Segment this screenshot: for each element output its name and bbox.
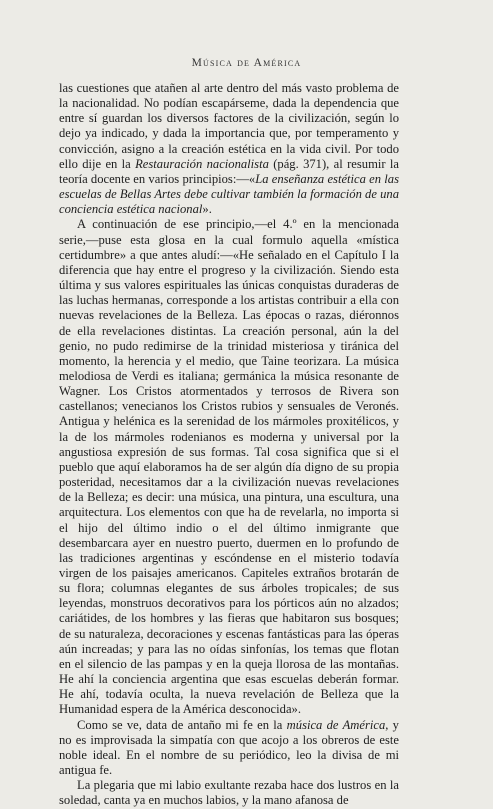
text-run: A continuación de ese principio,—el 4.º en la mencionada serie,—puse esta glosa en la cual formulo aquella «mística certidumbre» a que antes aludí:—«He señalado en el Capítulo I la diferencia que hay entre el progreso y la civilización. Siendo esta última y sus valores espirituales las únicas conquistas duraderas de las luchas hermanas, corresponde a los artistas contribuir a ella con nuevas revelaciones de la Belleza. Las épocas o razas, diéronnos de ella revelaciones distintas. La creación personal, aún la del genio, no pudo redimirse de la trinidad misteriosa y tiránica del momento, la herencia y el medio, que Taine teorizara. La música melodiosa de Verdi es italiana; germánica la música resonante de Wagner. Los Cristos atormentados y terrosos de Rivera son castellanos; venecianos los Cristos rubios y sensuales de Veronés. Antigua y helénica es la serenidad de los mármoles proxitélicos, y la de los mármoles rodenianos es moderna y universal por la angustiosa expresión de sus formas. Tal cosa significa que si el pueblo que aquí elaboramos ha de ser algún día digno de su propia posteridad, necesitamos dar a la civilización nuevas revelaciones de la Belleza; es decir: una música, una pintura, una escultura, una arquitectura. Los elementos con que ha de revelarla, no importa si el hijo del último indio o el del último inmigrante que desembarcara ayer en nuestro puerto, duermen en lo profundo de las tradiciones argentinas y escóndense en el misterio todavía virgen de los paisajes americanos. Capiteles extraños brotarán de su flora; columnas elegantes de sus árboles tropicales; de sus leyendas, monstruos decorativos para los pórticos aún no alzados; cariátides, de los hombres y las fieras que habitaron sus bosques; de su naturaleza, decoraciones y escenas fantásticas para las óperas aún increadas; y para las no oídas sinfonías, los temas que flotan en el silencio de las pampas y en la queja llorosa de las montañas. He ahí la conciencia argentina que esas escuelas deberán formar. He ahí, todavía oculta, la nueva revelación de Belleza que la Humanidad espera de la América desconocida». xyxy=(59,217,399,717)
paragraph xyxy=(59,718,399,779)
text-run: ». xyxy=(202,202,212,217)
paragraph xyxy=(59,217,399,717)
body-text xyxy=(59,81,399,809)
text-run: La plegaria que mi labio exultante rezaba hace dos lustros en la soledad, canta ya en muchos labios, y la mano afanosa de xyxy=(59,778,399,808)
italic-text: Restauración nacionalista xyxy=(135,156,269,171)
italic-text: música de América xyxy=(286,717,386,732)
text-run: , y no es improvisada la simpatía con que acojo a los obreros de este noble ideal. En el nombre de su periódico, leo la divisa de mi antigua fe. xyxy=(59,717,399,778)
running-head: Música de América xyxy=(191,57,302,69)
text-run: las cuestiones que atañen al arte dentro del más vasto problema de la nacionalidad. No podían escapárseme, dada la dependencia que entre sí guardan los diversos factores de la civilización, según lo dejo ya indicado, y dada la importancia que, por temperamento y convicción, asigno a la creación estética en la vida civil. Por todo ello dije en la xyxy=(59,81,399,171)
text-run: Como se ve, data de antaño mi fe en la xyxy=(77,717,287,732)
italic-text: La enseñanza estética en las escuelas de Bellas Artes debe cultivar también la formación de una conciencia estética nacional xyxy=(59,171,399,217)
text-run: (pág. 371), al resumir la teoría docente en varios principios:—« xyxy=(59,156,399,186)
paragraph xyxy=(59,81,399,217)
paragraph xyxy=(59,778,399,808)
